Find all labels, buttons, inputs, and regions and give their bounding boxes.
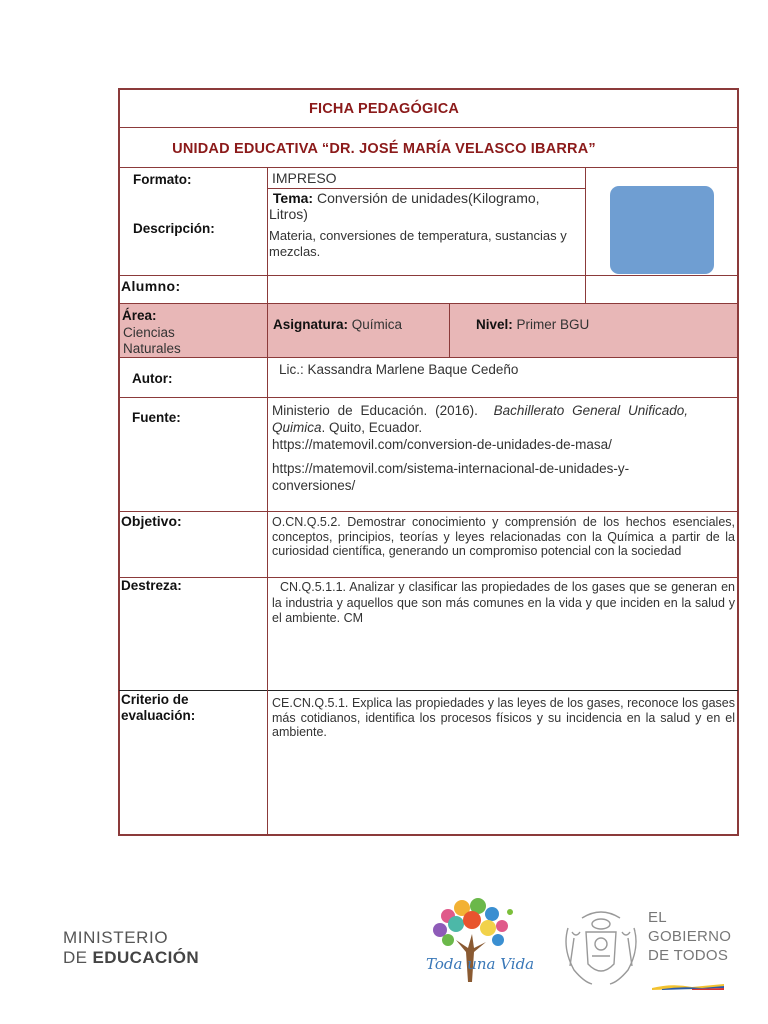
destreza-text: CN.Q.5.1.1. Analizar y clasificar las propiedades de los gases que se generan en la industria y aquellos que son más comunes en la vida y que inciden en la salud y el ambiente. CM [272,580,735,625]
row-divider [119,511,738,512]
gobierno-line1: EL [648,909,667,926]
objetivo-label: Objetivo: [121,513,182,529]
fuente-link-1[interactable]: https://matemovil.com/conversion-de-unidades-de-masa/ [272,437,612,452]
row-divider [119,275,738,276]
autor-value: Lic.: Kassandra Marlene Baque Cedeño [279,362,519,377]
nivel-value: Primer BGU [516,317,590,332]
school-name: UNIDAD EDUCATIVA “DR. JOSÉ MARÍA VELASCO IBARRA” [172,141,596,157]
nivel-label: Nivel: [476,317,513,332]
gobierno-line2: GOBIERNO [648,928,732,945]
criterio-text: CE.CN.Q.5.1. Explica las propiedades y las leyes de los gases, reconoce los gases más cotidianos, identifica los procesos físicos y su incidencia en la salud y en el ambiente. [272,696,735,739]
tema-block [269,190,581,222]
ministerio-line1: MINISTERIO [63,928,169,947]
column-divider [449,303,450,357]
ecuador-coat-of-arms-icon [562,908,640,990]
area-label: Área: [122,308,157,323]
page-title: FICHA PEDAGÓGICA [308,101,460,117]
row-divider [119,127,738,128]
objetivo-text: O.CN.Q.5.2. Demostrar conocimiento y comprensión de los hechos esenciales, conceptos, principios, teorías y leyes relacionadas con la Química a partir de la curiosidad científica, generando un compromiso potencial con la sociedad [272,515,735,558]
criterio-label [121,692,195,724]
asignatura-label: Asignatura: [273,317,349,332]
ministerio-line2: DE EDUCACIÓN [63,948,200,967]
gobierno-logo [648,908,731,965]
ref-suffix: . Quito, Ecuador. [321,420,423,435]
tema-value: Conversión de unidades(Kilogramo, Litros) [269,190,540,222]
fuente-link-2[interactable]: https://matemovil.com/sistema-internacional-de-unidades-y-conversiones/ [272,461,630,493]
fuente-label: Fuente: [132,410,181,425]
row-divider [119,397,738,398]
criterio-label-line2: evaluación: [121,708,196,723]
criterio-label-line1: Criterio de [121,692,189,707]
tema-label: Tema: [272,190,314,206]
asignatura [273,317,402,332]
autor-label: Autor: [132,371,173,386]
photo-placeholder [610,186,714,274]
formato-label: Formato: [133,172,192,187]
row-divider [119,577,738,578]
row-divider [119,167,738,168]
alumno-label: Alumno: [121,278,181,294]
toda-una-vida-text: Toda una Vida [426,955,535,973]
ref-prefix: Ministerio de Educación. (2016). [272,403,478,418]
descripcion-label: Descripción: [133,221,215,236]
descripcion-text: Materia, conversiones de temperatura, sustancias y mezclas. [269,228,567,259]
row-divider [119,690,738,691]
row-divider [119,303,738,304]
flag-stripe-icon [652,984,724,990]
column-divider [267,167,268,835]
column-divider [585,167,586,303]
formato-value: IMPRESO [272,170,337,186]
area-value-line1: Ciencias [123,325,175,340]
fuente-reference [272,402,688,436]
row-divider [267,188,585,189]
area-value-line2: Naturales [123,341,181,356]
ministerio-logo [63,928,199,968]
gobierno-line3: DE TODOS [648,947,729,964]
row-divider [119,357,738,358]
area-value [123,325,181,357]
asignatura-value: Química [351,317,403,332]
ref-title: Bachillerato General Unificado, Quimica [272,403,688,435]
nivel [476,317,589,332]
destreza-label: Destreza: [121,578,182,593]
